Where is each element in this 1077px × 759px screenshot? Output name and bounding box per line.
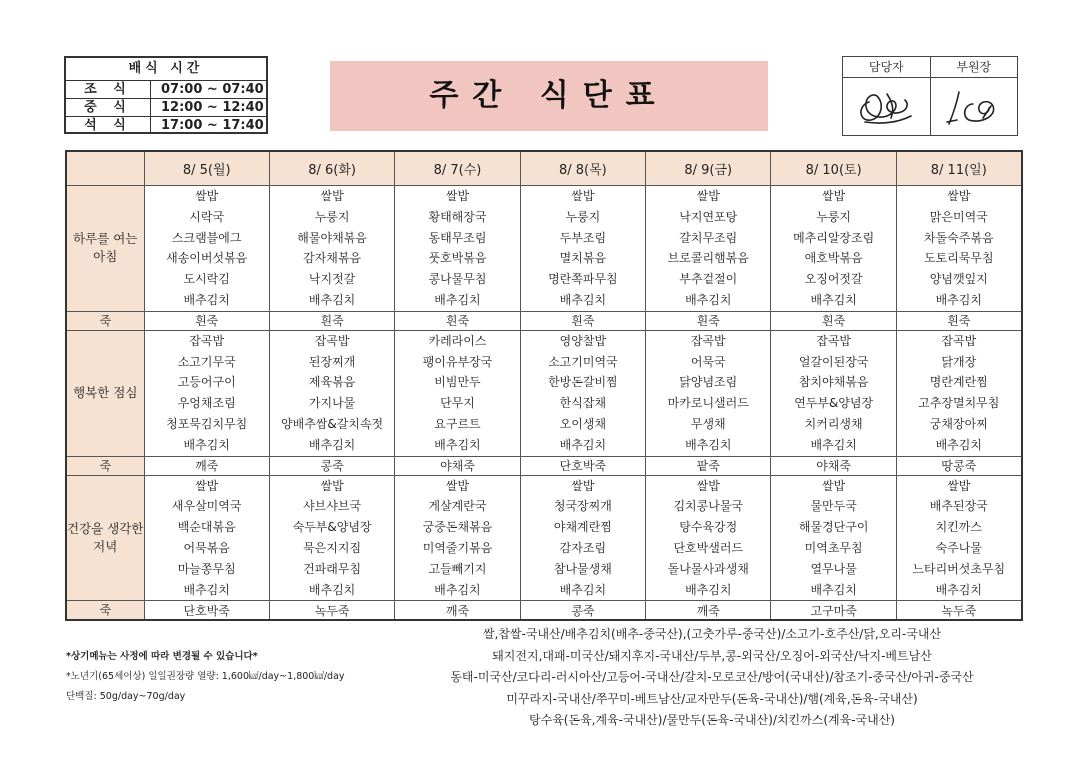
meal-label: 건강을 생각한 저녁 xyxy=(66,475,144,601)
porridge-cell: 흰죽 xyxy=(144,311,269,330)
menu-item: 청포묵김치무침 xyxy=(166,416,248,431)
menu-cell xyxy=(269,475,394,601)
menu-item: 비빔만두 xyxy=(434,375,481,390)
signature-icon xyxy=(939,82,1009,132)
menu-item: 시락국 xyxy=(189,209,225,224)
porridge-cell: 깨죽 xyxy=(144,456,269,475)
origin-line: 쌀,찹쌀-국내산/배추김치(배추-중국산),(고춧가루-중국산)/소고기-호주산/닭,오리-국내산 xyxy=(482,627,942,641)
porridge-cell: 흰죽 xyxy=(771,311,896,330)
menu-item: 동태무조림 xyxy=(428,230,487,245)
menu-item: 열무나물 xyxy=(810,561,857,576)
porridge-cell: 흰죽 xyxy=(395,311,520,330)
origin-line: 동태-미국산/코다리-러시아산/고등어-국내산/갈치-모로코산/방어(국내산)/참조기-중국산/아귀-중국산 xyxy=(450,670,974,684)
menu-item: 배추김치 xyxy=(559,437,607,452)
porridge-label: 죽 xyxy=(66,601,144,621)
porridge-cell: 녹두죽 xyxy=(269,601,394,621)
menu-item: 숙두부&양념장 xyxy=(292,520,372,535)
menu-item: 양념깻잎지 xyxy=(929,272,988,287)
menu-item: 어묵볶음 xyxy=(183,540,230,555)
menu-item: 배추김치 xyxy=(685,292,732,307)
page-title: 주간 식단표 xyxy=(429,78,669,113)
day-header: 8/ 10(토) xyxy=(771,151,896,186)
menu-cell xyxy=(896,330,1021,456)
day-header: 8/ 5(월) xyxy=(144,151,269,186)
weekly-menu-table xyxy=(65,150,1023,621)
menu-item: 쌀밥 xyxy=(696,189,720,203)
menu-item: 애호박볶음 xyxy=(804,251,863,266)
menu-item: 부추겉절이 xyxy=(679,272,738,287)
menu-item: 스크램블에그 xyxy=(171,230,242,245)
menu-item: 된장찌개 xyxy=(308,354,356,369)
menu-item: 감자채볶음 xyxy=(303,251,362,266)
porridge-cell: 깨죽 xyxy=(646,601,771,621)
approval-header: 부원장 xyxy=(931,57,1018,78)
menu-item: 배추김치 xyxy=(685,582,732,597)
menu-item: 쌀밥 xyxy=(947,478,971,493)
approval-cell-manager xyxy=(843,57,930,135)
menu-item: 낙지젓갈 xyxy=(308,272,356,287)
menu-cell xyxy=(395,186,520,312)
porridge-row-dinner xyxy=(66,601,1022,621)
menu-item: 명란쪽파무침 xyxy=(548,272,618,287)
menu-item: 쌀밥 xyxy=(947,189,971,203)
menu-cell xyxy=(144,475,269,601)
menu-item: 쌀밥 xyxy=(320,478,344,493)
day-header: 8/ 11(일) xyxy=(896,151,1021,186)
menu-item: 한식잡채 xyxy=(559,396,607,411)
menu-item: 건파래무침 xyxy=(303,561,362,576)
menu-item: 배추김치 xyxy=(810,582,857,597)
menu-item: 닭양념조림 xyxy=(679,375,738,390)
menu-cell xyxy=(896,475,1021,601)
meal-time-row-breakfast xyxy=(66,81,266,98)
menu-item: 물만두국 xyxy=(810,499,857,514)
menu-item: 요구르트 xyxy=(434,416,481,431)
menu-item: 새송이버섯볶음 xyxy=(166,251,248,266)
menu-item: 청국장찌개 xyxy=(553,499,612,514)
menu-item: 미역초무침 xyxy=(804,540,863,555)
menu-item: 배추김치 xyxy=(308,292,356,307)
menu-item: 궁중돈채볶음 xyxy=(422,520,493,535)
menu-cell xyxy=(395,475,520,601)
menu-item: 배추된장국 xyxy=(929,499,988,514)
signature-icon xyxy=(851,82,921,132)
menu-item: 궁채장아찌 xyxy=(929,416,988,431)
origin-info xyxy=(392,624,1032,732)
meal-row-breakfast xyxy=(66,186,1022,312)
menu-item: 배추김치 xyxy=(810,292,857,307)
menu-item: 배추김치 xyxy=(183,582,230,597)
menu-cell xyxy=(646,475,771,601)
menu-item: 누룽지 xyxy=(816,209,852,224)
protein-note: 단백질: 50g/day~70g/day xyxy=(66,691,186,702)
porridge-row-lunch xyxy=(66,456,1022,475)
menu-item: 쌀밥 xyxy=(696,478,720,493)
meal-time-row-dinner xyxy=(66,116,266,134)
approval-cell-vice-director xyxy=(930,57,1018,135)
meal-row-lunch xyxy=(66,330,1022,456)
menu-item: 미역줄기볶음 xyxy=(422,540,493,555)
menu-item: 영양찰밥 xyxy=(559,333,607,348)
menu-item: 오징어젓갈 xyxy=(804,272,863,287)
menu-item: 배추김치 xyxy=(183,292,230,307)
menu-item: 해물경단구이 xyxy=(798,520,869,535)
menu-item: 쌀밥 xyxy=(571,478,595,493)
menu-item: 배추김치 xyxy=(308,582,356,597)
menu-cell xyxy=(269,330,394,456)
day-header: 8/ 8(목) xyxy=(520,151,645,186)
menu-item: 어묵국 xyxy=(690,354,726,369)
menu-cell xyxy=(771,186,896,312)
menu-item: 얼갈이된장국 xyxy=(798,354,869,369)
menu-cell xyxy=(646,186,771,312)
day-header: 8/ 9(금) xyxy=(646,151,771,186)
menu-item: 배추김치 xyxy=(810,437,857,452)
menu-item: 김치콩나물국 xyxy=(673,499,744,514)
menu-item: 쌀밥 xyxy=(195,478,219,493)
meal-time-title: 배식 시간 xyxy=(66,58,266,81)
menu-item: 배추김치 xyxy=(434,582,481,597)
menu-item: 고들빼기지 xyxy=(428,561,487,576)
menu-item: 도토리묵무침 xyxy=(924,251,994,266)
porridge-cell: 콩죽 xyxy=(269,456,394,475)
menu-item: 쌀밥 xyxy=(195,189,219,203)
porridge-cell: 흰죽 xyxy=(896,311,1021,330)
menu-item: 쌀밥 xyxy=(822,478,846,493)
menu-item: 양배추쌈&갈치속젓 xyxy=(281,416,384,431)
menu-cell xyxy=(395,330,520,456)
porridge-cell: 콩죽 xyxy=(520,601,645,621)
menu-item: 명란계란찜 xyxy=(929,375,988,390)
menu-item: 배추김치 xyxy=(685,437,732,452)
menu-item: 배추김치 xyxy=(308,437,356,452)
change-notice: *상기메뉴는 사정에 따라 변경될 수 있습니다* xyxy=(66,651,258,662)
porridge-label: 죽 xyxy=(66,311,144,330)
porridge-cell: 흰죽 xyxy=(269,311,394,330)
menu-item: 맑은미역국 xyxy=(929,209,988,224)
menu-item: 치커리생채 xyxy=(804,416,863,431)
menu-item: 치킨까스 xyxy=(935,520,982,535)
meal-row-dinner xyxy=(66,475,1022,601)
menu-item: 배추김치 xyxy=(434,292,481,307)
porridge-cell: 흰죽 xyxy=(520,311,645,330)
menu-item: 새우살미역국 xyxy=(171,499,242,514)
origin-line: 미꾸라지-국내산/쭈꾸미-베트남산/교자만두(돈육-국내산)/햄(계육,돈육-국내산) xyxy=(506,691,918,706)
menu-item: 참치야채볶음 xyxy=(798,375,869,390)
menu-item: 콩나물무침 xyxy=(428,272,487,287)
menu-item: 배추김치 xyxy=(935,437,982,452)
menu-cell xyxy=(646,330,771,456)
menu-cell xyxy=(144,186,269,312)
menu-item: 고추장멸치무침 xyxy=(918,396,1000,411)
menu-item: 닭개장 xyxy=(941,354,977,369)
menu-cell xyxy=(771,330,896,456)
menu-item: 쌀밥 xyxy=(822,189,846,203)
menu-item: 낙지연포탕 xyxy=(679,209,738,224)
menu-item: 배추김치 xyxy=(559,582,607,597)
menu-cell xyxy=(520,186,645,312)
menu-item: 숙주나물 xyxy=(935,540,982,555)
meal-time-box xyxy=(64,56,268,134)
calorie-note: *노년기(65세이상) 일일권장량 열량: 1,600㎉/day~1,800㎉/day xyxy=(66,671,345,682)
menu-item: 단무지 xyxy=(440,396,475,411)
menu-item: 마늘쫑무침 xyxy=(177,561,236,576)
menu-item: 배추김치 xyxy=(434,437,481,452)
porridge-cell: 야채죽 xyxy=(771,456,896,475)
menu-item: 잡곡밥 xyxy=(816,333,852,348)
menu-cell xyxy=(144,330,269,456)
meal-time-value: 17:00 ~ 17:40 xyxy=(161,118,264,133)
title-banner xyxy=(330,61,768,131)
porridge-cell: 고구마죽 xyxy=(771,601,896,621)
meal-label: 행복한 점심 xyxy=(66,330,144,456)
meal-time-value: 12:00 ~ 12:40 xyxy=(161,100,264,115)
approval-header: 담당자 xyxy=(843,57,930,78)
menu-item: 배추김치 xyxy=(559,292,607,307)
menu-item: 연두부&양념장 xyxy=(794,396,874,411)
porridge-cell: 녹두죽 xyxy=(896,601,1021,621)
menu-item: 소고기미역국 xyxy=(548,354,618,369)
porridge-row-breakfast xyxy=(66,311,1022,330)
menu-item: 카레라이스 xyxy=(428,333,487,348)
meal-time-label: 중 식 xyxy=(66,99,151,116)
menu-item: 도시락김 xyxy=(183,272,230,287)
menu-item: 우엉채조림 xyxy=(177,396,236,411)
porridge-cell: 단호박죽 xyxy=(520,456,645,475)
corner-cell xyxy=(66,151,144,186)
meal-label: 하루를 여는 아침 xyxy=(66,186,144,312)
menu-item: 배추김치 xyxy=(935,582,982,597)
menu-item: 고등어구이 xyxy=(177,375,236,390)
menu-item: 잡곡밥 xyxy=(690,333,726,348)
porridge-cell: 팥죽 xyxy=(646,456,771,475)
menu-item: 쌀밥 xyxy=(445,478,470,493)
porridge-cell: 단호박죽 xyxy=(144,601,269,621)
menu-cell xyxy=(771,475,896,601)
menu-item: 쌀밥 xyxy=(571,189,595,203)
menu-item: 쌀밥 xyxy=(445,189,470,203)
menu-item: 누룽지 xyxy=(565,209,601,224)
menu-item: 단호박샐러드 xyxy=(673,540,744,555)
origin-line: 탕수육(돈육,계육-국내산)/물만두(돈육-국내산)/치킨까스(계육-국내산) xyxy=(529,713,895,727)
menu-cell xyxy=(269,186,394,312)
meal-time-value: 07:00 ~ 07:40 xyxy=(161,82,264,97)
menu-item: 황태해장국 xyxy=(428,209,487,224)
menu-cell xyxy=(896,186,1021,312)
menu-item: 메추리알장조림 xyxy=(793,230,875,245)
menu-item: 해물야채볶음 xyxy=(297,230,367,245)
origin-line: 돼지전지,대패-미국산/돼지후지-국내산/두부,콩-외국산/오징어-외국산/낙지-베트남산 xyxy=(492,648,932,663)
menu-item: 마카로니샐러드 xyxy=(667,396,749,411)
menu-item: 팽이유부장국 xyxy=(422,354,493,369)
menu-item: 참나물생채 xyxy=(553,561,612,576)
menu-item: 멸치볶음 xyxy=(559,251,607,266)
menu-item: 잡곡밥 xyxy=(941,333,977,348)
menu-item: 차돌숙주볶음 xyxy=(924,230,994,245)
porridge-label: 죽 xyxy=(66,456,144,475)
menu-item: 브로콜리햄볶음 xyxy=(667,251,749,266)
menu-item: 오이생채 xyxy=(559,416,607,431)
menu-item: 두부조림 xyxy=(559,230,607,245)
day-header: 8/ 7(수) xyxy=(395,151,520,186)
menu-item: 게살계란국 xyxy=(428,499,487,514)
day-header-row xyxy=(66,151,1022,186)
menu-item: 배추김치 xyxy=(935,292,982,307)
menu-item: 묵은지지짐 xyxy=(303,540,362,555)
porridge-cell: 야채죽 xyxy=(395,456,520,475)
menu-item: 배추김치 xyxy=(183,437,230,452)
menu-item: 쌀밥 xyxy=(320,189,344,203)
menu-item: 샤브샤브국 xyxy=(303,499,362,514)
signature-manager xyxy=(843,78,930,135)
menu-item: 잡곡밥 xyxy=(189,333,225,348)
meal-time-row-lunch xyxy=(66,98,266,116)
menu-item: 누룽지 xyxy=(314,209,350,224)
menu-item: 야채계란찜 xyxy=(553,520,612,535)
menu-item: 느타리버섯초무침 xyxy=(912,561,1006,576)
day-header: 8/ 6(화) xyxy=(269,151,394,186)
menu-item: 백순대볶음 xyxy=(177,520,236,535)
menu-cell xyxy=(520,330,645,456)
menu-item: 한방돈갈비찜 xyxy=(548,375,618,390)
menu-item: 갈치무조림 xyxy=(679,230,738,245)
meal-time-label: 조 식 xyxy=(66,81,151,98)
meal-time-label: 석 식 xyxy=(66,117,151,134)
menu-item: 잡곡밥 xyxy=(314,333,350,348)
approval-box xyxy=(842,56,1018,136)
porridge-cell: 땅콩죽 xyxy=(896,456,1021,475)
menu-item: 탕수육강정 xyxy=(679,520,738,535)
menu-item: 가지나물 xyxy=(308,396,356,411)
menu-item: 돌나물사과생채 xyxy=(667,561,749,576)
menu-item: 감자조림 xyxy=(559,540,607,555)
menu-item: 무생채 xyxy=(690,416,726,431)
signature-vice-director xyxy=(931,78,1018,135)
menu-item: 소고기무국 xyxy=(177,354,236,369)
menu-item: 풋호박볶음 xyxy=(428,251,487,266)
porridge-cell: 깨죽 xyxy=(395,601,520,621)
porridge-cell: 흰죽 xyxy=(646,311,771,330)
menu-cell xyxy=(520,475,645,601)
menu-item: 제육볶음 xyxy=(308,375,356,390)
